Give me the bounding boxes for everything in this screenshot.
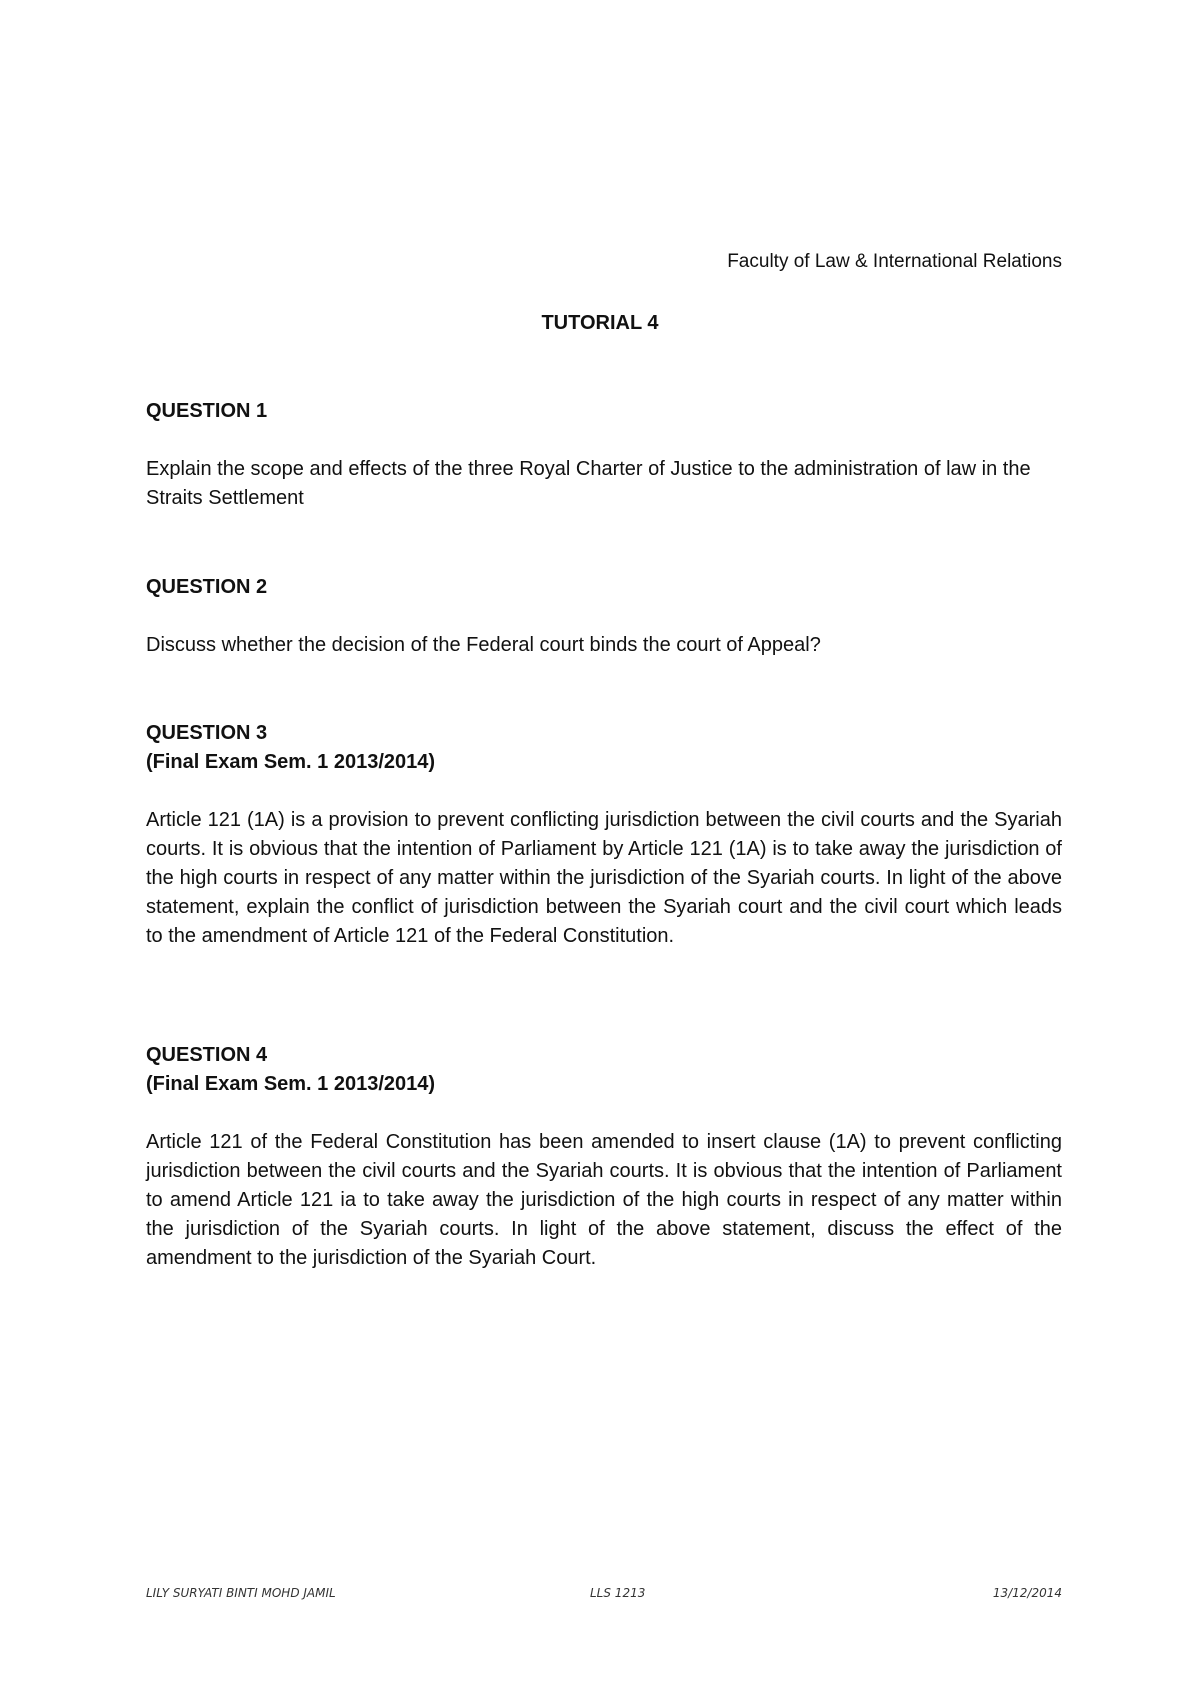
footer-date: 13/12/2014 <box>992 1586 1062 1600</box>
question-4-section <box>146 1041 1062 1273</box>
question-2-section <box>146 573 1062 660</box>
page-title: TUTORIAL 4 <box>541 312 659 334</box>
footer-course-code: LLS 1213 <box>590 1586 646 1600</box>
question-3-subheading: (Final Exam Sem. 1 2013/2014) <box>146 751 436 773</box>
faculty-name: Faculty of Law & International Relations <box>727 251 1062 272</box>
question-2-heading: QUESTION 2 <box>146 576 268 598</box>
question-4-subheading: (Final Exam Sem. 1 2013/2014) <box>146 1073 436 1095</box>
question-4-body: Article 121 of the Federal Constitution has been amended to insert clause (1A) to prevent conflicting jurisdiction between the civil courts and the Syariah courts. It is obvious that the intention of Parliament to amend Article 121 ia to take away the jurisdiction of the high courts in respect of any matter within the jurisdiction of the Syariah courts. In light of the above statement, discuss the effect of the amendment to the jurisdiction of the Syariah Court. <box>146 1131 1062 1269</box>
footer-author: LILY SURYATI BINTI MOHD JAMIL <box>146 1586 336 1600</box>
question-3-section <box>146 719 1062 951</box>
question-4-heading: QUESTION 4 <box>146 1044 268 1066</box>
question-3-heading: QUESTION 3 <box>146 722 268 744</box>
question-1-section <box>146 397 1062 513</box>
question-3-body: Article 121 (1A) is a provision to prevent conflicting jurisdiction between the civil courts and the Syariah courts. It is obvious that the intention of Parliament by Article 121 (1A) is to take away the jurisdiction of the high courts in respect of any matter within the jurisdiction of the Syariah courts. In light of the above statement, explain the conflict of jurisdiction between the Syariah court and the civil court which leads to the amendment of Article 121 of the Federal Constitution. <box>146 809 1062 947</box>
question-2-body: Discuss whether the decision of the Federal court binds the court of Appeal? <box>146 634 821 656</box>
question-1-body: Explain the scope and effects of the three Royal Charter of Justice to the administration of law in the Straits Settlement <box>146 458 1031 509</box>
question-1-heading: QUESTION 1 <box>146 400 268 422</box>
